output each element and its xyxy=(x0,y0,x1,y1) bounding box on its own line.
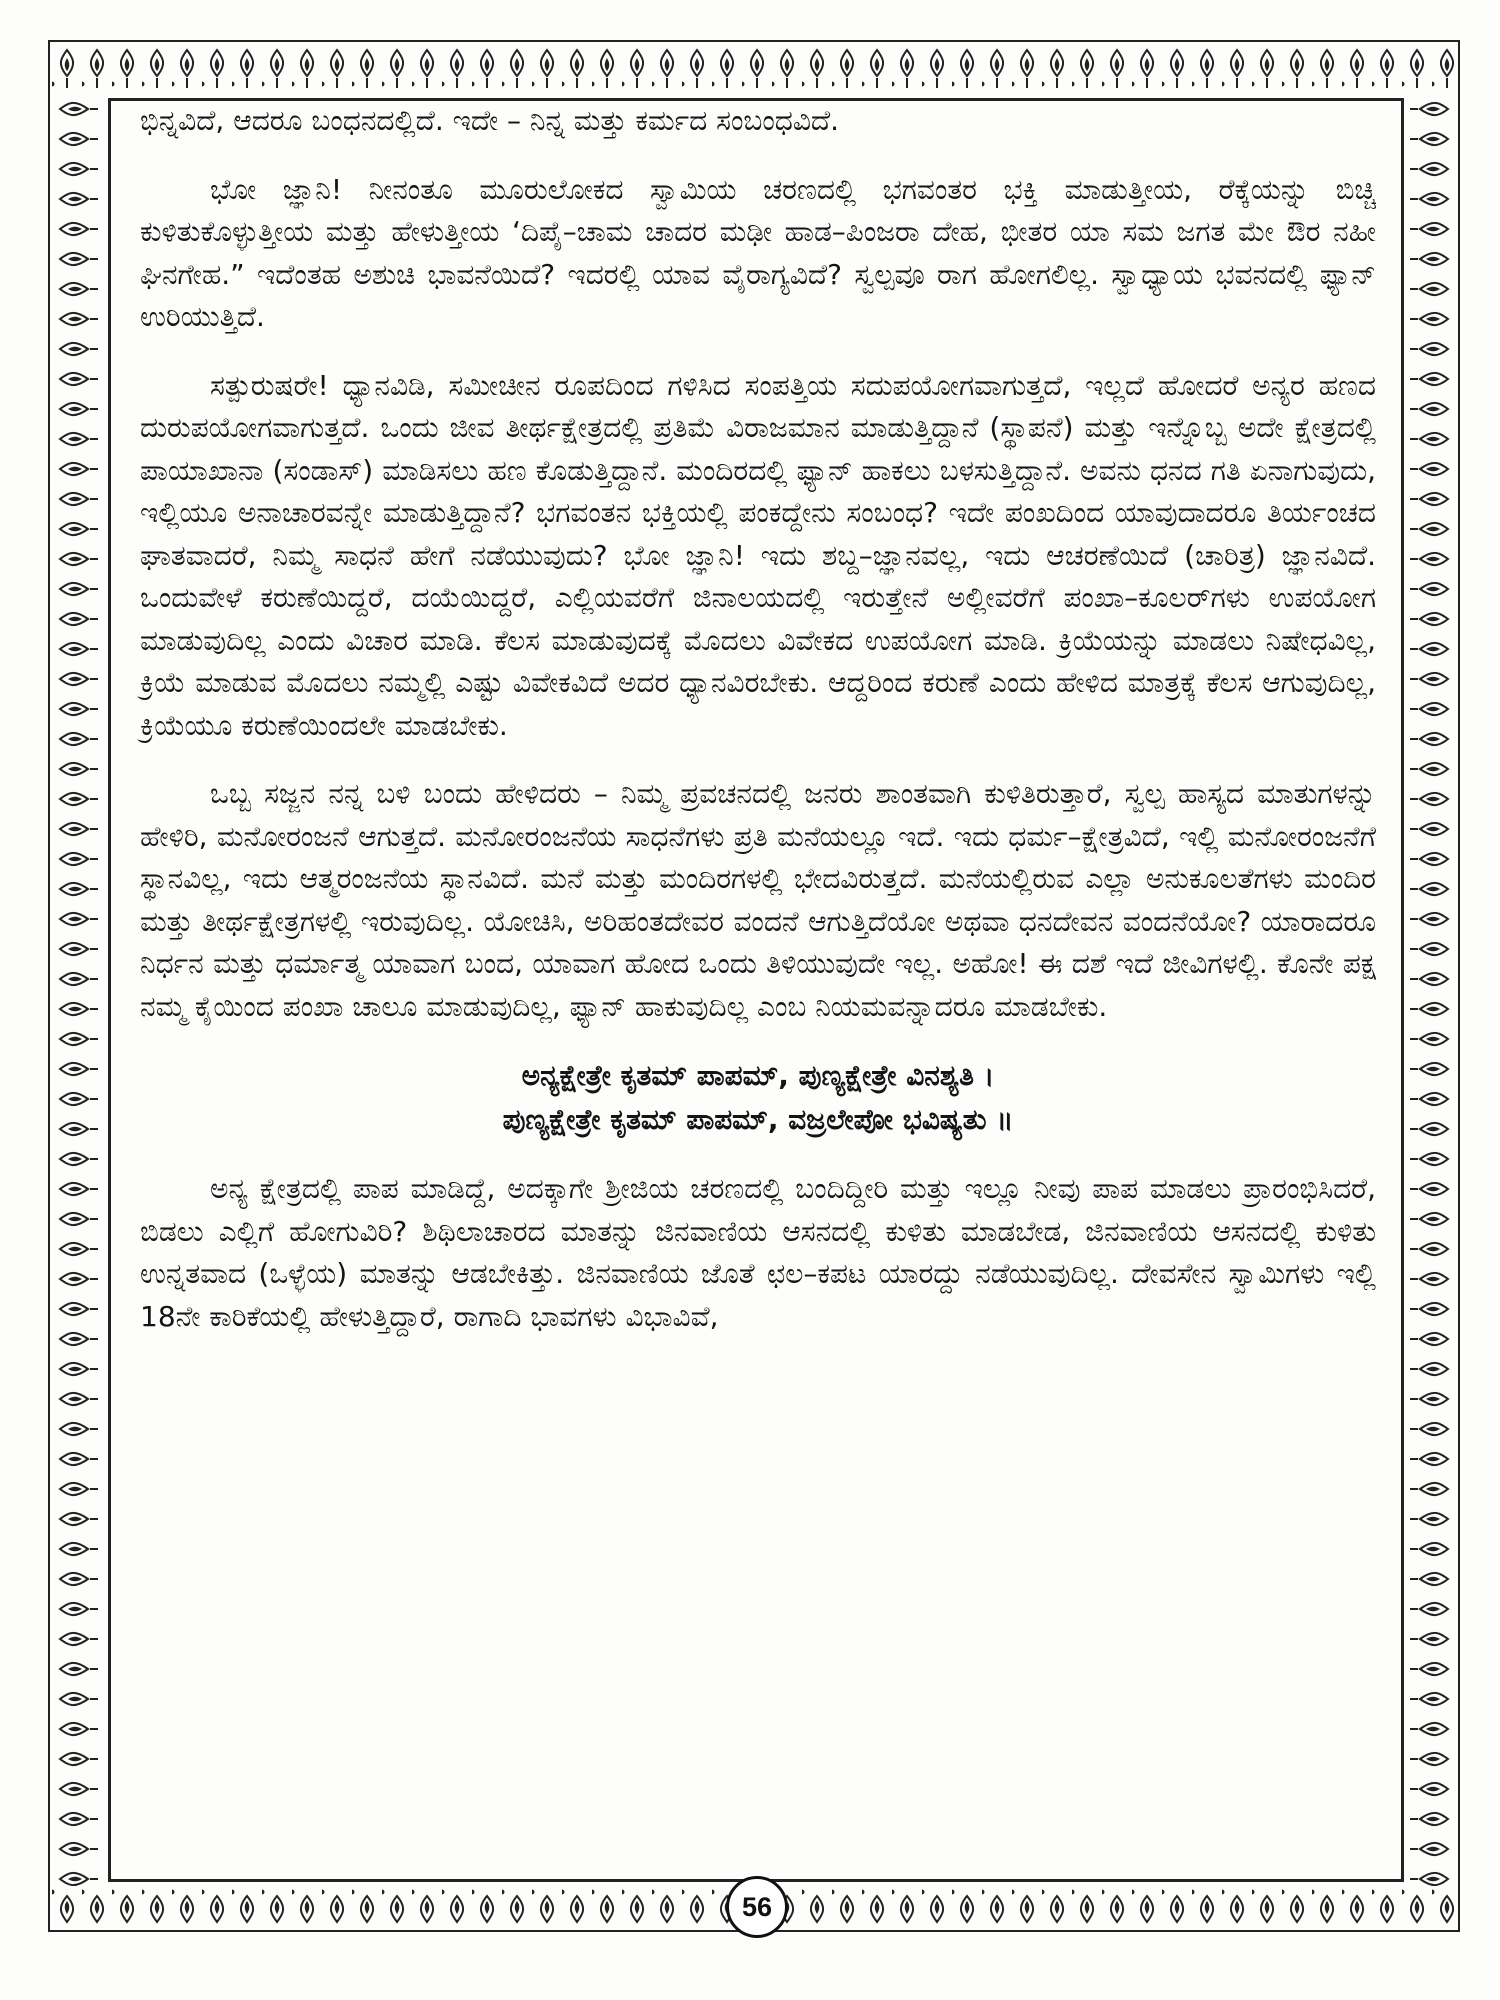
page-number-badge: 56 xyxy=(726,1876,788,1938)
paragraph-5: ಅನ್ಯ ಕ್ಷೇತ್ರದಲ್ಲಿ ಪಾಪ ಮಾಡಿದ್ದೆ, ಅದಕ್ಕಾಗೇ ಶ್ರೀಜಿಯ ಚರಣದಲ್ಲಿ ಬಂದಿದ್ದೀರಿ ಮತ್ತು ಇಲ್ಲೂ ನೀವು ಪಾಪ ಮಾಡಲು ಪ್ರಾರಂಭಿಸಿದರೆ, ಬಿಡಲು ಎಲ್ಲಿಗೆ ಹೋಗುವಿರಿ? ಶಿಥಿಲಾಚಾರದ ಮಾತನ್ನು ಜಿನವಾಣಿಯ ಆಸನದಲ್ಲಿ ಕುಳಿತು ಮಾಡಬೇಡ, ಜಿನವಾಣಿಯ ಆಸನದಲ್ಲಿ ಕುಳಿತು ಉನ್ನತವಾದ (ಒಳ್ಳೆಯ) ಮಾತನ್ನು ಆಡಬೇಕಿತ್ತು. ಜಿನವಾಣಿಯ ಜೊತೆ ಛಲ–ಕಪಟ ಯಾರದ್ದು ನಡೆಯುವುದಿಲ್ಲ. ದೇವಸೇನ ಸ್ವಾಮಿಗಳು ಇಲ್ಲಿ 18ನೇ ಕಾರಿಕೆಯಲ್ಲಿ ಹೇಳುತ್ತಿದ್ದಾರೆ, ರಾಗಾದಿ ಭಾವಗಳು ವಿಭಾವಿವೆ, xyxy=(140,1172,1376,1333)
paragraph-3: ಸತ್ಪುರುಷರೇ! ಧ್ಯಾನವಿಡಿ, ಸಮೀಚೀನ ರೂಪದಿಂದ ಗಳಿಸಿದ ಸಂಪತ್ತಿಯ ಸದುಪಯೋಗವಾಗುತ್ತದೆ, ಇಲ್ಲದೆ ಹೋದರೆ ಅನ್ಯರ ಹಣದ ದುರುಪಯೋಗವಾಗುತ್ತದೆ. ಒಂದು ಜೀವ ತೀರ್ಥಕ್ಷೇತ್ರದಲ್ಲಿ ಪ್ರತಿಮೆ ವಿರಾಜಮಾನ ಮಾಡುತ್ತಿದ್ದಾನೆ (ಸ್ಥಾಪನೆ) ಮತ್ತು ಇನ್ನೊಬ್ಬ ಅದೇ ಕ್ಷೇತ್ರದಲ್ಲಿ ಪಾಯಾಖಾನಾ (ಸಂಡಾಸ್) ಮಾಡಿಸಲು ಹಣ ಕೊಡುತ್ತಿದ್ದಾನೆ. ಮಂದಿರದಲ್ಲಿ ಫ್ಯಾನ್ ಹಾಕಲು ಬಳಸುತ್ತಿದ್ದಾನೆ. ಅವನು ಧನದ ಗತಿ ಏನಾಗುವುದು, ಇಲ್ಲಿಯೂ ಅನಾಚಾರವನ್ನೇ ಮಾಡುತ್ತಿದ್ದಾನೆ? ಭಗವಂತನ ಭಕ್ತಿಯಲ್ಲಿ ಪಂಕದ್ದೇನು ಸಂಬಂಧ? ಇದೇ ಪಂಖದಿಂದ ಯಾವುದಾದರೂ ತಿರ್ಯಂಚದ ಘಾತವಾದರೆ, ನಿಮ್ಮ ಸಾಧನೆ ಹೇಗೆ ನಡೆಯುವುದು? ಭೋ ಜ್ಞಾನಿ! ಇದು ಶಬ್ದ–ಜ್ಞಾನವಲ್ಲ, ಇದು ಆಚರಣೆಯಿದೆ (ಚಾರಿತ್ರ) ಜ್ಞಾನವಿದೆ. ಒಂದುವೇಳೆ ಕರುಣೆಯಿದ್ದರೆ, ದಯೆಯಿದ್ದರೆ, ಎಲ್ಲಿಯವರೆಗೆ ಜಿನಾಲಯದಲ್ಲಿ ಇರುತ್ತೇನೆ ಅಲ್ಲೀವರೆಗೆ ಪಂಖಾ–ಕೂಲರ್‌ಗಳು ಉಪಯೋಗ ಮಾಡುವುದಿಲ್ಲ ಎಂದು ವಿಚಾರ ಮಾಡಿ. ಕೆಲಸ ಮಾಡುವುದಕ್ಕೆ ಮೊದಲು ವಿವೇಕದ ಉಪಯೋಗ ಮಾಡಿ. ಕ್ರಿಯೆಯನ್ನು ಮಾಡಲು ನಿಷೇಧವಿಲ್ಲ, ಕ್ರಿಯೆ ಮಾಡುವ ಮೊದಲು ನಮ್ಮಲ್ಲಿ ಎಷ್ಟು ವಿವೇಕವಿದೆ ಅದರ ಧ್ಯಾನವಿರಬೇಕು. ಆದ್ದರಿಂದ ಕರುಣೆ ಎಂದು ಹೇಳಿದ ಮಾತ್ರಕ್ಕೆ ಕೆಲಸ ಆಗುವುದಿಲ್ಲ, ಕ್ರಿಯೆಯೂ ಕರುಣೆಯಿಂದಲೇ ಮಾಡಬೇಕು. xyxy=(140,368,1376,742)
verse-line-2: ಪುಣ್ಯಕ್ಷೇತ್ರೇ ಕೃತಮ್ ಪಾಪಮ್, ವಜ್ರಲೇಪೋ ಭವಿಷ್ಯತು ॥ xyxy=(502,1103,1014,1136)
verse-line-1: ಅನ್ಯಕ್ಷೇತ್ರೇ ಕೃತಮ್ ಪಾಪಮ್, ಪುಣ್ಯಕ್ಷೇತ್ರೇ ವಿನಶ್ಯತಿ । xyxy=(521,1059,995,1092)
paragraph-1: ಭಿನ್ನವಿದೆ, ಆದರೂ ಬಂಧನದಲ್ಲಿದೆ. ಇದೇ – ನಿನ್ನ ಮತ್ತು ಕರ್ಮದ ಸಂಬಂಧವಿದೆ. xyxy=(140,104,840,137)
page-body-text xyxy=(140,100,1376,1364)
paragraph-2: ಭೋ ಜ್ಞಾನಿ! ನೀನಂತೂ ಮೂರುಲೋಕದ ಸ್ವಾಮಿಯ ಚರಣದಲ್ಲಿ ಭಗವಂತರ ಭಕ್ತಿ ಮಾಡುತ್ತೀಯ, ರೆಕ್ಕೆಯನ್ನು ಬಿಚ್ಚಿ ಕುಳಿತುಕೊಳ್ಳುತ್ತೀಯ ಮತ್ತು ಹೇಳುತ್ತೀಯ ‘ದಿಪೈ–ಚಾಮ ಚಾದರ ಮಢೀ ಹಾಡ–ಪಿಂಜರಾ ದೇಹ, ಭೀತರ ಯಾ ಸಮ ಜಗತ ಮೇ ಔರ ನಹೀ ಘಿನಗೇಹ.” ಇದೆಂತಹ ಅಶುಚಿ ಭಾವನೆಯಿದೆ? ಇದರಲ್ಲಿ ಯಾವ ವೈರಾಗ್ಯವಿದೆ? ಸ್ವಲ್ಪವೂ ರಾಗ ಹೋಗಲಿಲ್ಲ. ಸ್ವಾಧ್ಯಾಯ ಭವನದಲ್ಲಿ ಫ್ಯಾನ್ ಉರಿಯುತ್ತಿದೆ. xyxy=(140,172,1376,333)
sanskrit-verse xyxy=(140,1054,1376,1142)
paragraph-4: ಒಬ್ಬ ಸಜ್ಜನ ನನ್ನ ಬಳಿ ಬಂದು ಹೇಳಿದರು – ನಿಮ್ಮ ಪ್ರವಚನದಲ್ಲಿ ಜನರು ಶಾಂತವಾಗಿ ಕುಳಿತಿರುತ್ತಾರೆ, ಸ್ವಲ್ಪ ಹಾಸ್ಯದ ಮಾತುಗಳನ್ನು ಹೇಳಿರಿ, ಮನೋರಂಜನೆ ಆಗುತ್ತದೆ. ಮನೋರಂಜನೆಯ ಸಾಧನೆಗಳು ಪ್ರತಿ ಮನೆಯಲ್ಲೂ ಇದೆ. ಇದು ಧರ್ಮ–ಕ್ಷೇತ್ರವಿದೆ, ಇಲ್ಲಿ ಮನೋರಂಜನೆಗೆ ಸ್ಥಾನವಿಲ್ಲ, ಇದು ಆತ್ಮರಂಜನೆಯ ಸ್ಥಾನವಿದೆ. ಮನೆ ಮತ್ತು ಮಂದಿರಗಳಲ್ಲಿ ಭೇದವಿರುತ್ತದೆ. ಮನೆಯಲ್ಲಿರುವ ಎಲ್ಲಾ ಅನುಕೂಲತೆಗಳು ಮಂದಿರ ಮತ್ತು ತೀರ್ಥಕ್ಷೇತ್ರಗಳಲ್ಲಿ ಇರುವುದಿಲ್ಲ. ಯೋಚಿಸಿ, ಅರಿಹಂತದೇವರ ವಂದನೆ ಆಗುತ್ತಿದೆಯೋ ಅಥವಾ ಧನದೇವನ ವಂದನೆಯೋ? ಯಾರಾದರೂ ನಿರ್ಧನ ಮತ್ತು ಧರ್ಮಾತ್ಮ ಯಾವಾಗ ಬಂದ, ಯಾವಾಗ ಹೋದ ಒಂದು ತಿಳಿಯುವುದೇ ಇಲ್ಲ. ಅಹೋ! ಈ ದಶೆ ಇದೆ ಜೀವಿಗಳಲ್ಲಿ. ಕೊನೇ ಪಕ್ಷ ನಮ್ಮ ಕೈಯಿಂದ ಪಂಖಾ ಚಾಲೂ ಮಾಡುವುದಿಲ್ಲ, ಫ್ಯಾನ್ ಹಾಕುವುದಿಲ್ಲ ಎಂಬ ನಿಯಮವನ್ನಾದರೂ ಮಾಡಬೇಕು. xyxy=(140,777,1376,1023)
